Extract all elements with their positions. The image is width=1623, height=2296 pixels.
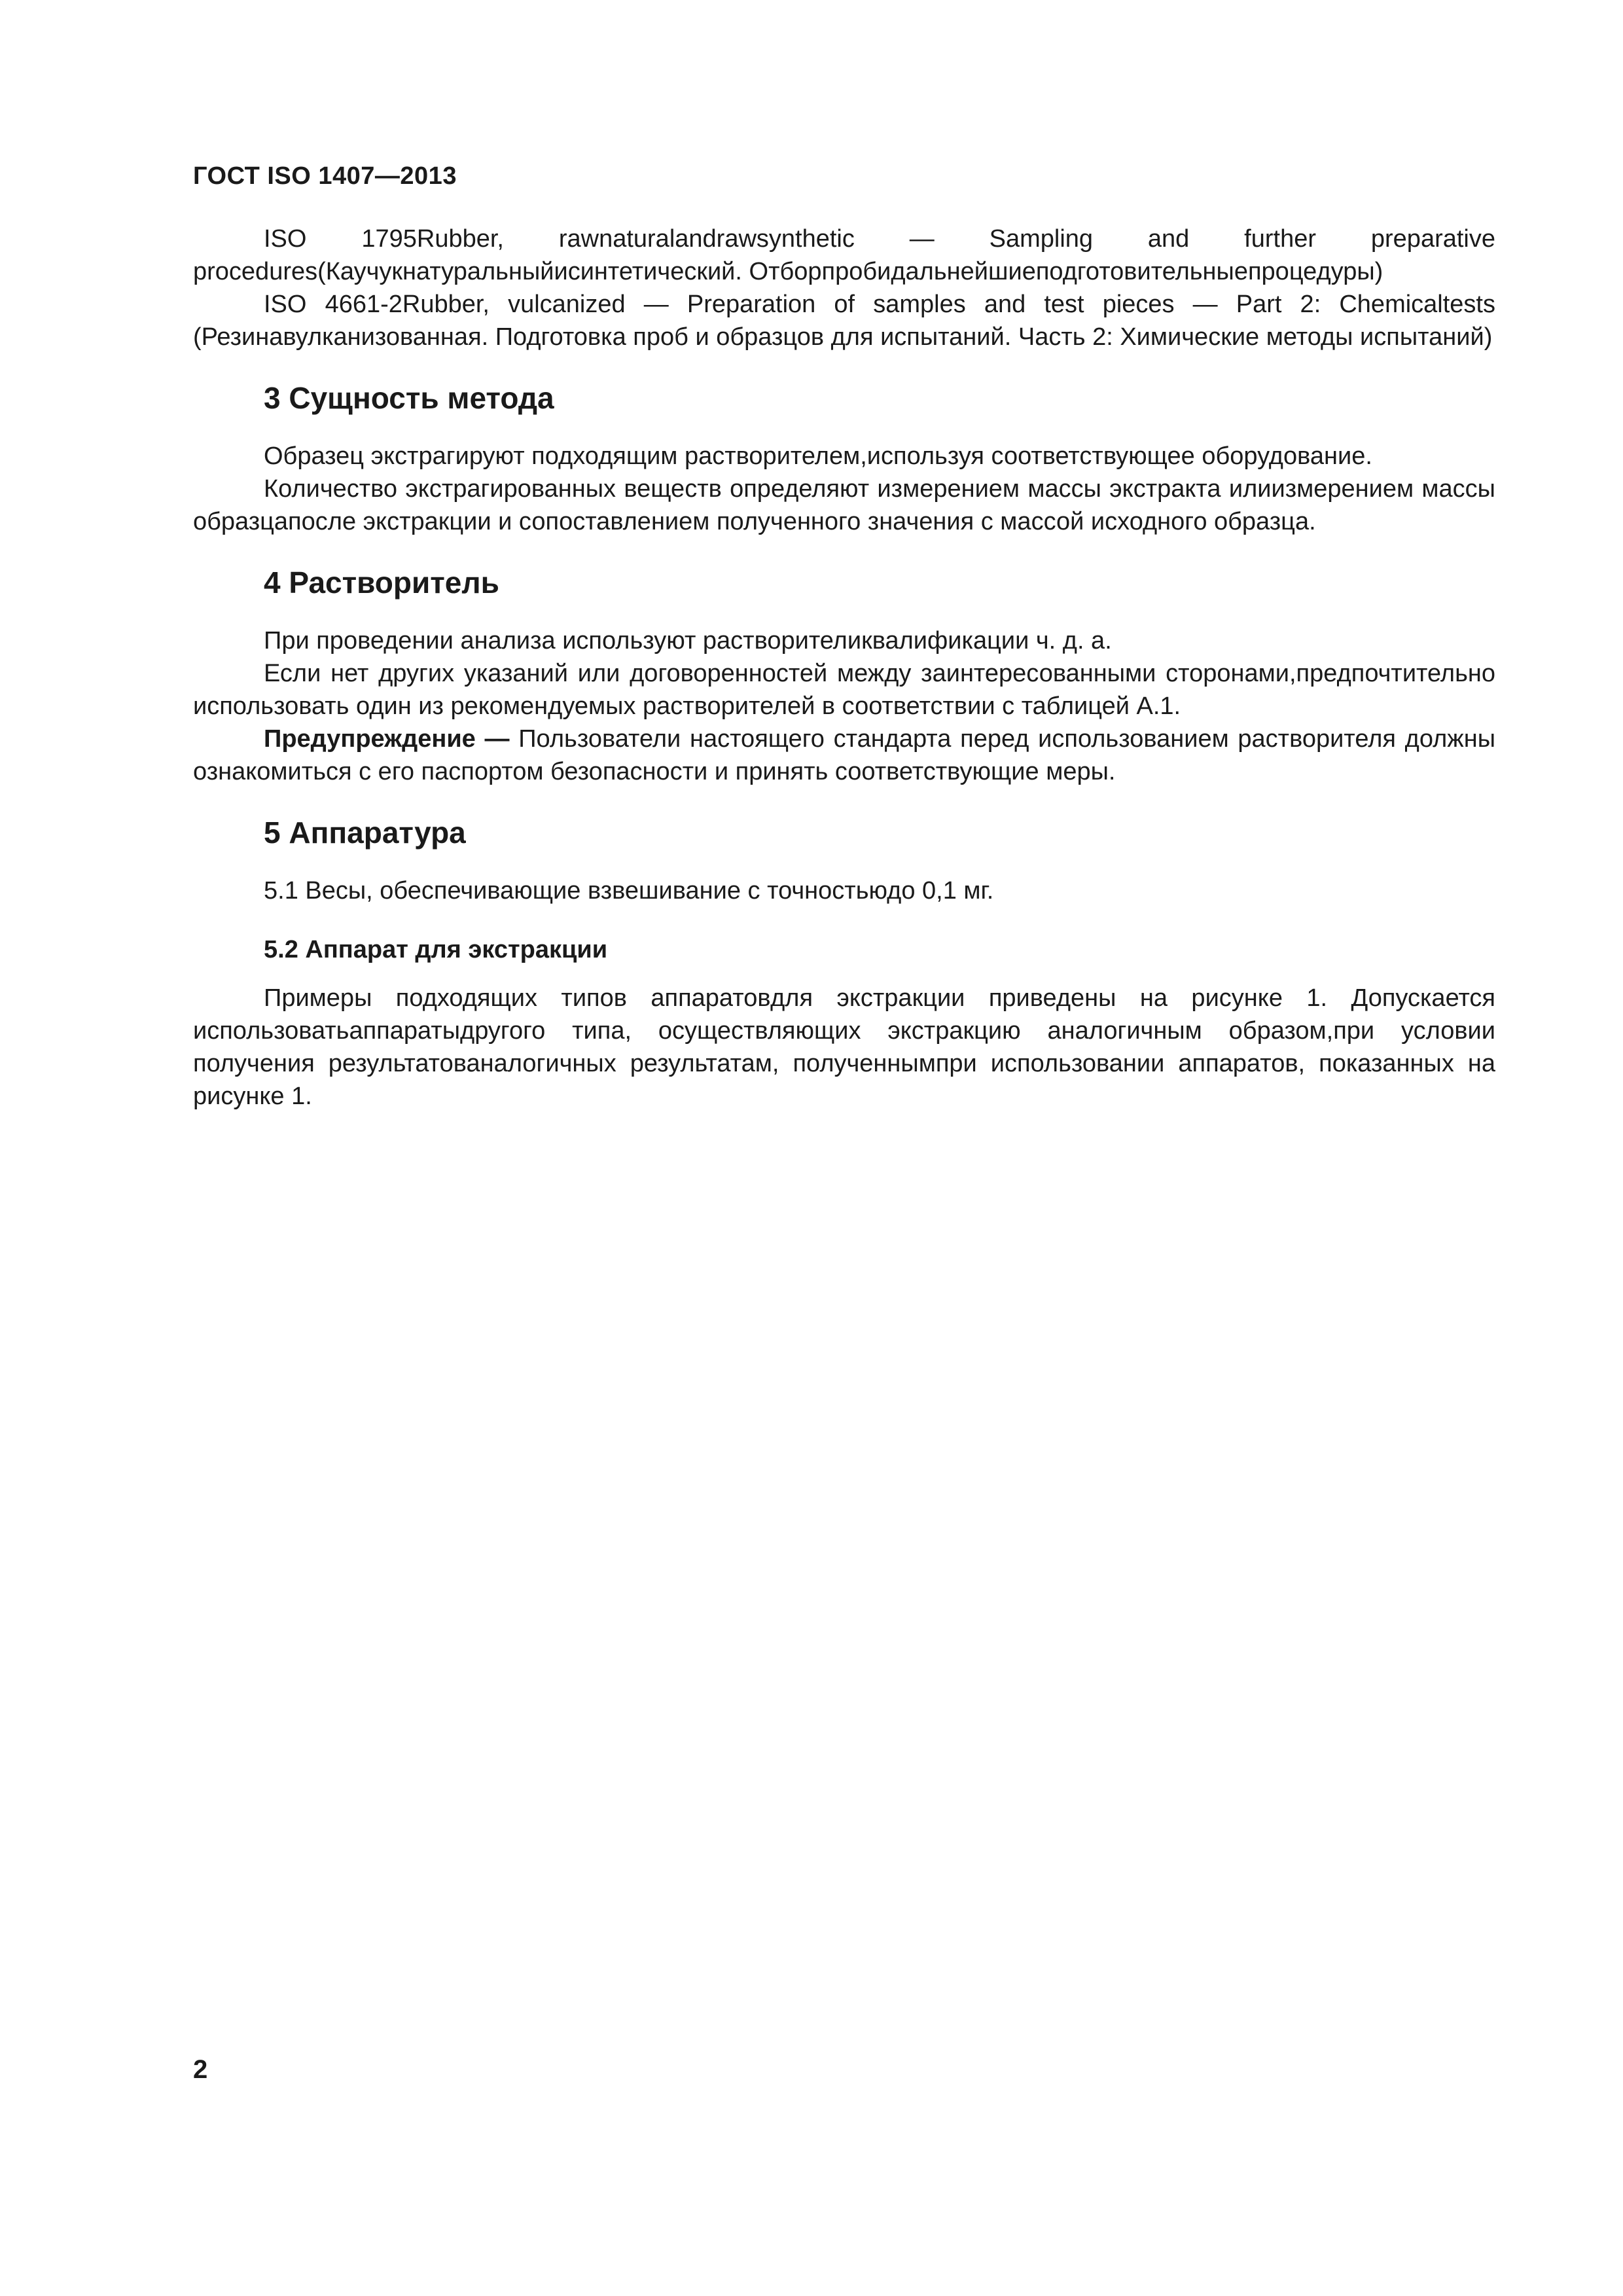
warning-text: Пользователи настоящего стандарта перед использованием растворителя должны ознакомиться с его паспортом безопасности и принять соответствующие меры.: [193, 725, 1496, 785]
page-number: 2: [193, 2055, 208, 2084]
document-body: [193, 223, 1495, 1113]
section-4-paragraph-1: При проведении анализа используют растворителиквалификации ч. д. а.: [264, 627, 1112, 655]
section-5-title: 5 Аппаратура: [264, 816, 466, 850]
spacer: [193, 907, 1495, 922]
section-4-title: 4 Растворитель: [264, 565, 499, 600]
section-5-2-paragraph: Примеры подходящих типов аппаратовдля экстракции приведены на рисунке 1. Допускается использоватьаппаратыдругого типа, осуществляющих экстракцию аналогичным образом,при условии получения результатованалогичных результатам, полученнымпри использовании аппаратов, показанных на рисунке 1.: [193, 984, 1495, 1110]
warning-label: Предупреждение —: [264, 725, 510, 753]
section-4-warning: [193, 723, 1495, 788]
section-5-2-title: 5.2 Аппарат для экстракции: [264, 936, 608, 963]
section-3-paragraph-1: Образец экстрагируют подходящим растворителем,используя соответствующее оборудование.: [264, 442, 1372, 470]
reference-iso-4661-2: ISO 4661-2Rubber, vulcanized — Preparation of samples and test pieces — Part 2: Chemicaltests (Резинавулканизованная. Подготовка проб и образцов для испытаний. Часть 2: Химические методы испытаний): [193, 291, 1495, 351]
section-4-paragraph-2: Если нет других указаний или договоренностей между заинтересованными сторонами,предпочтительно использовать один из рекомендуемых растворителей в соответствии с таблицей А.1.: [193, 660, 1495, 720]
section-3-paragraph-2: Количество экстрагированных веществ определяют измерением массы экстракта илиизмерением массы образцапосле экстракции и сопоставлением полученного значения с массой исходного образца.: [193, 475, 1495, 535]
section-5-1-item: 5.1 Весы, обеспечивающие взвешивание с точностьюдо 0,1 мг.: [264, 877, 994, 905]
document-header: ГОСТ ISO 1407—2013: [193, 162, 457, 190]
reference-iso-1795: ISO 1795Rubber, rawnaturalandrawsynthetic — Sampling and further preparative procedures(Каучукнатуральныйисинтетический. Отборпробидальнейшиеподготовительныепроцедуры): [193, 225, 1495, 285]
section-3-title: 3 Сущность метода: [264, 381, 554, 415]
